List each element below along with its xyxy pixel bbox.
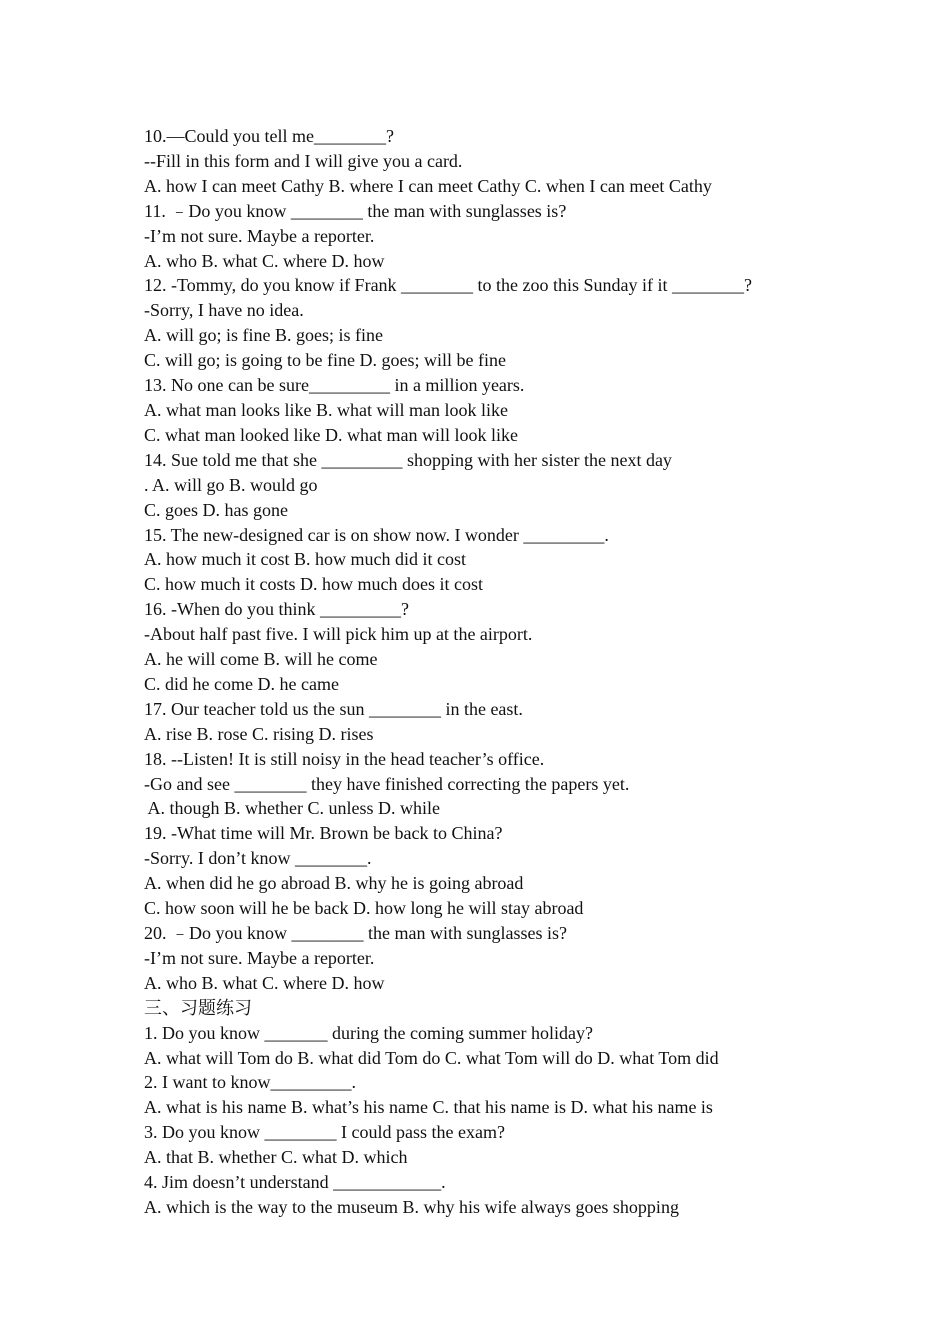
text-line: 20. ﹣Do you know ________ the man with sunglasses is? (144, 923, 567, 943)
text-line: -I’m not sure. Maybe a reporter. (144, 225, 375, 246)
text-line: -Go and see ________ they have finished correcting the papers yet. (144, 773, 630, 794)
text-line: A. which is the way to the museum B. why his wife always goes shopping (144, 1196, 679, 1217)
text-line: 2. I want to know_________. (144, 1072, 356, 1093)
text-line: C. how much it costs D. how much does it cost (144, 574, 483, 595)
section-heading: 三、习题练习 (144, 997, 252, 1018)
text-line: 1. Do you know _______ during the coming summer holiday? (144, 1022, 593, 1043)
exercise-text (144, 124, 864, 1220)
text-line: 19. -What time will Mr. Brown be back to China? (144, 823, 503, 844)
text-line: A. will go; is fine B. goes; is fine (144, 325, 383, 346)
text-line: 11. ﹣Do you know ________ the man with sunglasses is? (144, 200, 567, 221)
text-line: 15. The new-designed car is on show now. I wonder _________. (144, 524, 609, 545)
text-line: A. how much it cost B. how much did it cost (144, 549, 466, 570)
text-line: 12. -Tommy, do you know if Frank ________ to the zoo this Sunday if it ________? (144, 275, 753, 296)
text-line: -About half past five. I will pick him up at the airport. (144, 624, 533, 645)
text-line: 16. -When do you think _________? (144, 599, 409, 620)
text-line: A. what is his name B. what’s his name C. that his name is D. what his name is (144, 1097, 713, 1118)
text-line: A. what will Tom do B. what did Tom do C. what Tom will do D. what Tom did (144, 1047, 719, 1068)
text-line: 14. Sue told me that she _________ shopping with her sister the next day (144, 449, 672, 470)
text-line: --Fill in this form and I will give you a card. (144, 150, 463, 171)
text-line: A. he will come B. will he come (144, 649, 378, 670)
text-line: C. goes D. has gone (144, 499, 288, 520)
text-line: A. who B. what C. where D. how (144, 972, 385, 993)
text-line: 4. Jim doesn’t understand ____________. (144, 1172, 446, 1193)
text-line: A. how I can meet Cathy B. where I can meet Cathy C. when I can meet Cathy (144, 175, 712, 196)
text-line: 18. --Listen! It is still noisy in the head teacher’s office. (144, 748, 545, 769)
text-line: 3. Do you know ________ I could pass the exam? (144, 1122, 505, 1143)
text-line: . A. will go B. would go (144, 474, 318, 495)
text-line: 17. Our teacher told us the sun ________ in the east. (144, 698, 523, 719)
text-line: A. that B. whether C. what D. which (144, 1147, 408, 1168)
text-line: A. when did he go abroad B. why he is going abroad (144, 873, 524, 894)
text-line: A. rise B. rose C. rising D. rises (144, 723, 374, 744)
text-line: 10.—Could you tell me________? (144, 126, 394, 146)
text-line: A. who B. what C. where D. how (144, 250, 385, 271)
text-line: -Sorry. I don’t know ________. (144, 848, 372, 869)
text-line: C. how soon will he be back D. how long he will stay abroad (144, 898, 584, 919)
text-line: A. though B. whether C. unless D. while (144, 798, 440, 819)
text-line: C. what man looked like D. what man will look like (144, 424, 518, 445)
text-line: -I’m not sure. Maybe a reporter. (144, 947, 375, 968)
text-line: C. did he come D. he came (144, 673, 339, 694)
text-line: 13. No one can be sure_________ in a million years. (144, 375, 525, 396)
text-line: A. what man looks like B. what will man look like (144, 399, 508, 420)
text-line: C. will go; is going to be fine D. goes; will be fine (144, 350, 506, 371)
text-line: -Sorry, I have no idea. (144, 300, 304, 321)
